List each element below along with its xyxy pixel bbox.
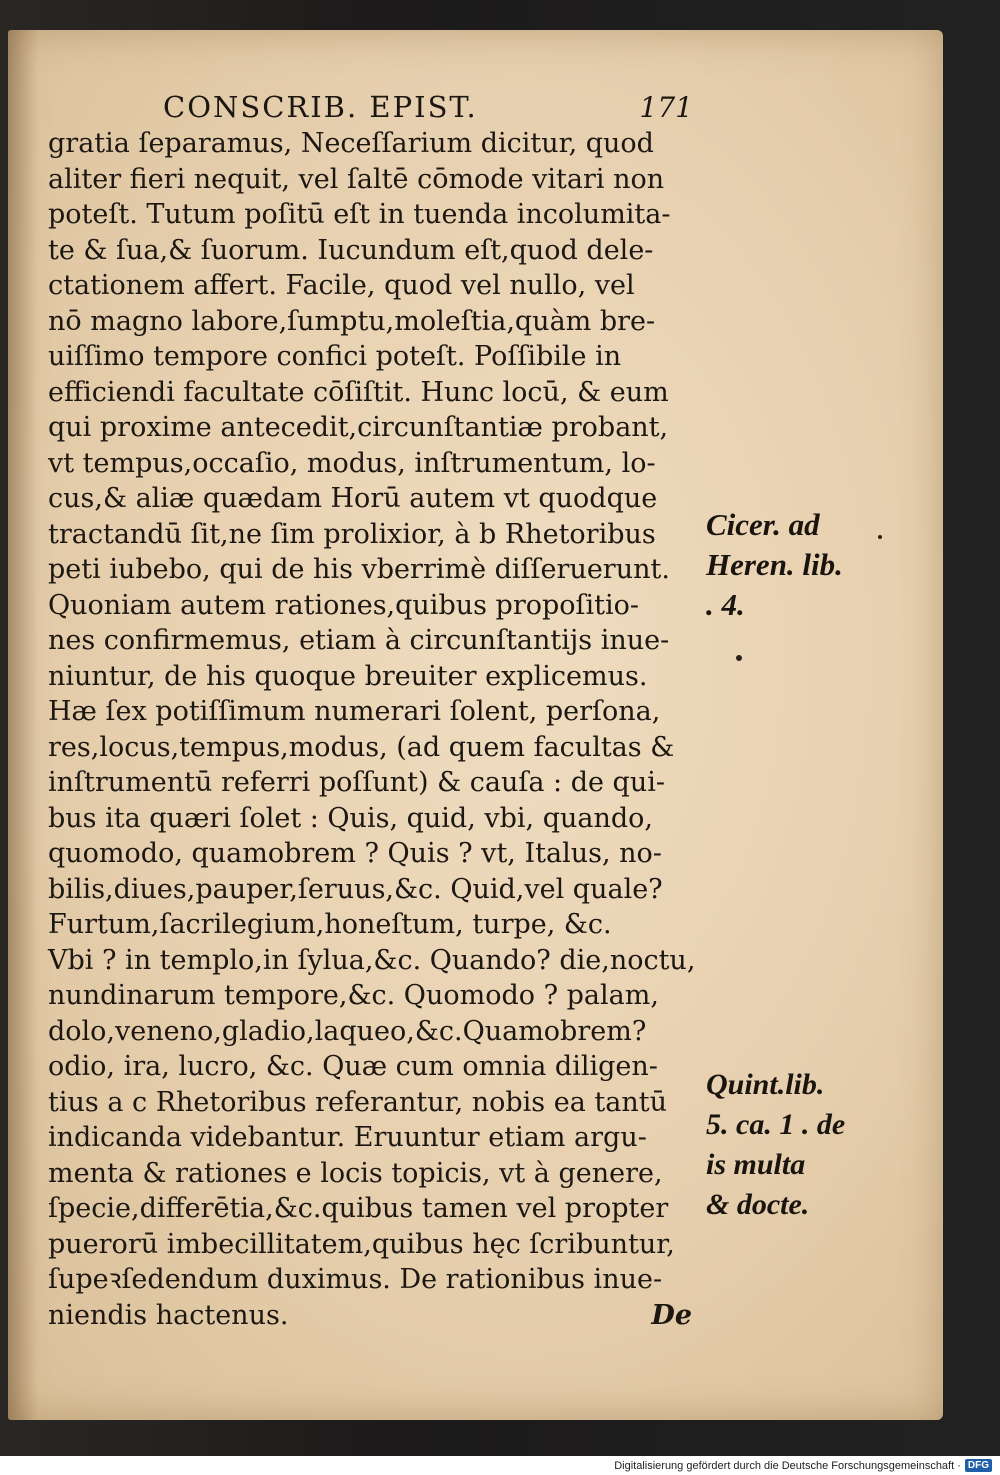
marginal-note-line: Heren. lib.	[706, 547, 843, 582]
text-line-content: tractandū ſit,ne ſim prolixior, à b Rhetoribus	[48, 518, 656, 550]
text-line	[48, 623, 698, 659]
text-line	[48, 1262, 698, 1298]
text-line-content: nes confirmemus, etiam à circunſtantijs inue-	[48, 625, 670, 656]
marginal-note-cicero	[706, 505, 843, 625]
text-line	[48, 659, 698, 695]
text-line	[48, 304, 698, 340]
text-line-content: ctationem affert. Facile, quod vel nullo, vel	[48, 270, 635, 301]
text-line-content: inſtrumentū referri poſſunt) & cauſa : de qui-	[48, 767, 665, 798]
text-line-content: quomodo, quamobrem ? Quis ? vt, Italus, no-	[48, 838, 662, 869]
text-line	[48, 1191, 698, 1227]
text-line-content: ſpecie,differētia,&c.quibus tamen vel propter	[48, 1193, 669, 1224]
text-line	[48, 1227, 698, 1263]
text-line-content: odio, ira, lucro, &c. Quæ cum omnia diligen-	[48, 1051, 658, 1082]
text-line-content: Furtum,ſacrilegium,honeſtum, turpe, &c.	[48, 909, 612, 940]
text-line-content: cus,& aliæ quædam Horū autem vt quodque	[48, 483, 658, 514]
text-line	[48, 836, 698, 872]
text-line	[48, 943, 698, 979]
marginal-note-line: & docte.	[706, 1188, 810, 1221]
text-line-content: ſupeꝛſedendum duximus. De rationibus inue-	[48, 1264, 663, 1295]
text-line	[48, 872, 698, 908]
marginal-note-line: 5. ca. 1 . de	[706, 1108, 846, 1141]
text-line	[48, 268, 698, 304]
text-line	[48, 410, 698, 446]
text-line	[48, 765, 698, 801]
book-page	[8, 30, 943, 1420]
text-line-content: peti iubebo, qui de his vberrimè diſſeruerunt.	[48, 554, 670, 585]
ink-speck	[736, 655, 742, 661]
text-line-content: vt tempus,occaſio, modus, inſtrumentum, lo-	[48, 447, 656, 479]
text-line	[48, 1120, 698, 1156]
text-line-content: dolo,veneno,gladio,laqueo,&c.Quamobrem?	[48, 1015, 647, 1047]
text-line	[48, 197, 698, 233]
text-line-content: gratia ſeparamus, Neceſſarium dicitur, quod	[48, 128, 654, 159]
text-line-content: nundinarum tempore,&c. Quomodo ? palam,	[48, 980, 659, 1011]
marginal-note-line: Quint.lib.	[706, 1068, 825, 1101]
text-line	[48, 1014, 698, 1050]
text-line	[48, 1085, 698, 1121]
text-line-content: qui proxime antecedit,circunſtantiæ probant,	[48, 412, 669, 443]
text-line	[48, 517, 698, 553]
digitization-footer	[0, 1456, 1000, 1475]
page-number: 171	[639, 91, 693, 124]
body-text	[48, 126, 698, 1333]
marginal-note-line: . 4.	[706, 587, 745, 622]
text-line	[48, 233, 698, 269]
dfg-logo-icon: DFG	[965, 1459, 992, 1472]
footer-credit: Digitalisierung gefördert durch die Deutsche Forschungsgemeinschaft ·	[614, 1459, 961, 1472]
text-line	[48, 907, 698, 943]
text-line	[48, 1156, 698, 1192]
text-line-content: aliter fieri nequit, vel ſaltē cōmode vitari non	[48, 163, 665, 195]
marginal-note-quintilian	[706, 1065, 845, 1225]
ink-speck	[878, 535, 882, 539]
text-line-content: indicanda videbantur. Eruuntur etiam argu-	[48, 1122, 647, 1153]
text-line	[48, 375, 698, 411]
text-line-content: niendis hactenus.	[48, 1299, 289, 1331]
text-line	[48, 978, 698, 1014]
text-line	[48, 1298, 698, 1334]
text-line-content: puerorū imbecillitatem,quibus hęc ſcribuntur,	[48, 1228, 675, 1260]
text-line-content: bilis,diues,pauper,ſeruus,&c. Quid,vel quale?	[48, 873, 663, 905]
text-line-content: Vbi ? in templo,in ſylua,&c. Quando? die,noctu,	[48, 944, 696, 976]
text-line	[48, 162, 698, 198]
text-line	[48, 588, 698, 624]
text-line	[48, 694, 698, 730]
text-line	[48, 446, 698, 482]
text-line-content: niuntur, de his quoque breuiter explicemus.	[48, 660, 648, 692]
marginal-note-line: is multa	[706, 1148, 806, 1181]
marginal-note-line: Cicer. ad	[706, 507, 820, 542]
text-line-content: uiſſimo tempore confici poteſt. Poſſibile in	[48, 341, 622, 372]
text-line-content: poteſt. Tutum poſitū eſt in tuenda incolumita-	[48, 199, 671, 230]
text-line	[48, 481, 698, 517]
text-line-content: Hæ ſex potiſſimum numerari ſolent, perſona,	[48, 696, 661, 727]
text-line	[48, 552, 698, 588]
text-line-content: res,locus,tempus,modus, (ad quem facultas &	[48, 731, 675, 763]
text-line	[48, 730, 698, 766]
text-line	[48, 126, 698, 162]
text-line-content: te & ſua,& ſuorum. Iucundum eſt,quod dele-	[48, 234, 654, 266]
text-line-content: efficiendi facultate cōſiſtit. Hunc locū, & eum	[48, 376, 669, 408]
text-line-content: tius a c Rhetoribus referantur, nobis ea tantū	[48, 1086, 667, 1118]
text-line-content: menta & rationes e locis topicis, vt à genere,	[48, 1157, 663, 1189]
running-header	[163, 90, 693, 124]
text-line	[48, 339, 698, 375]
text-line	[48, 1049, 698, 1085]
text-line-content: bus ita quæri ſolet : Quis, quid, vbi, quando,	[48, 802, 653, 834]
catchword: De	[651, 1299, 692, 1331]
text-line	[48, 801, 698, 837]
running-title: CONSCRIB. EPIST.	[163, 90, 478, 124]
text-line-content: nō magno labore,ſumptu,moleſtia,quàm bre-	[48, 305, 656, 337]
text-line-content: Quoniam autem rationes,quibus propoſitio-	[48, 589, 640, 621]
